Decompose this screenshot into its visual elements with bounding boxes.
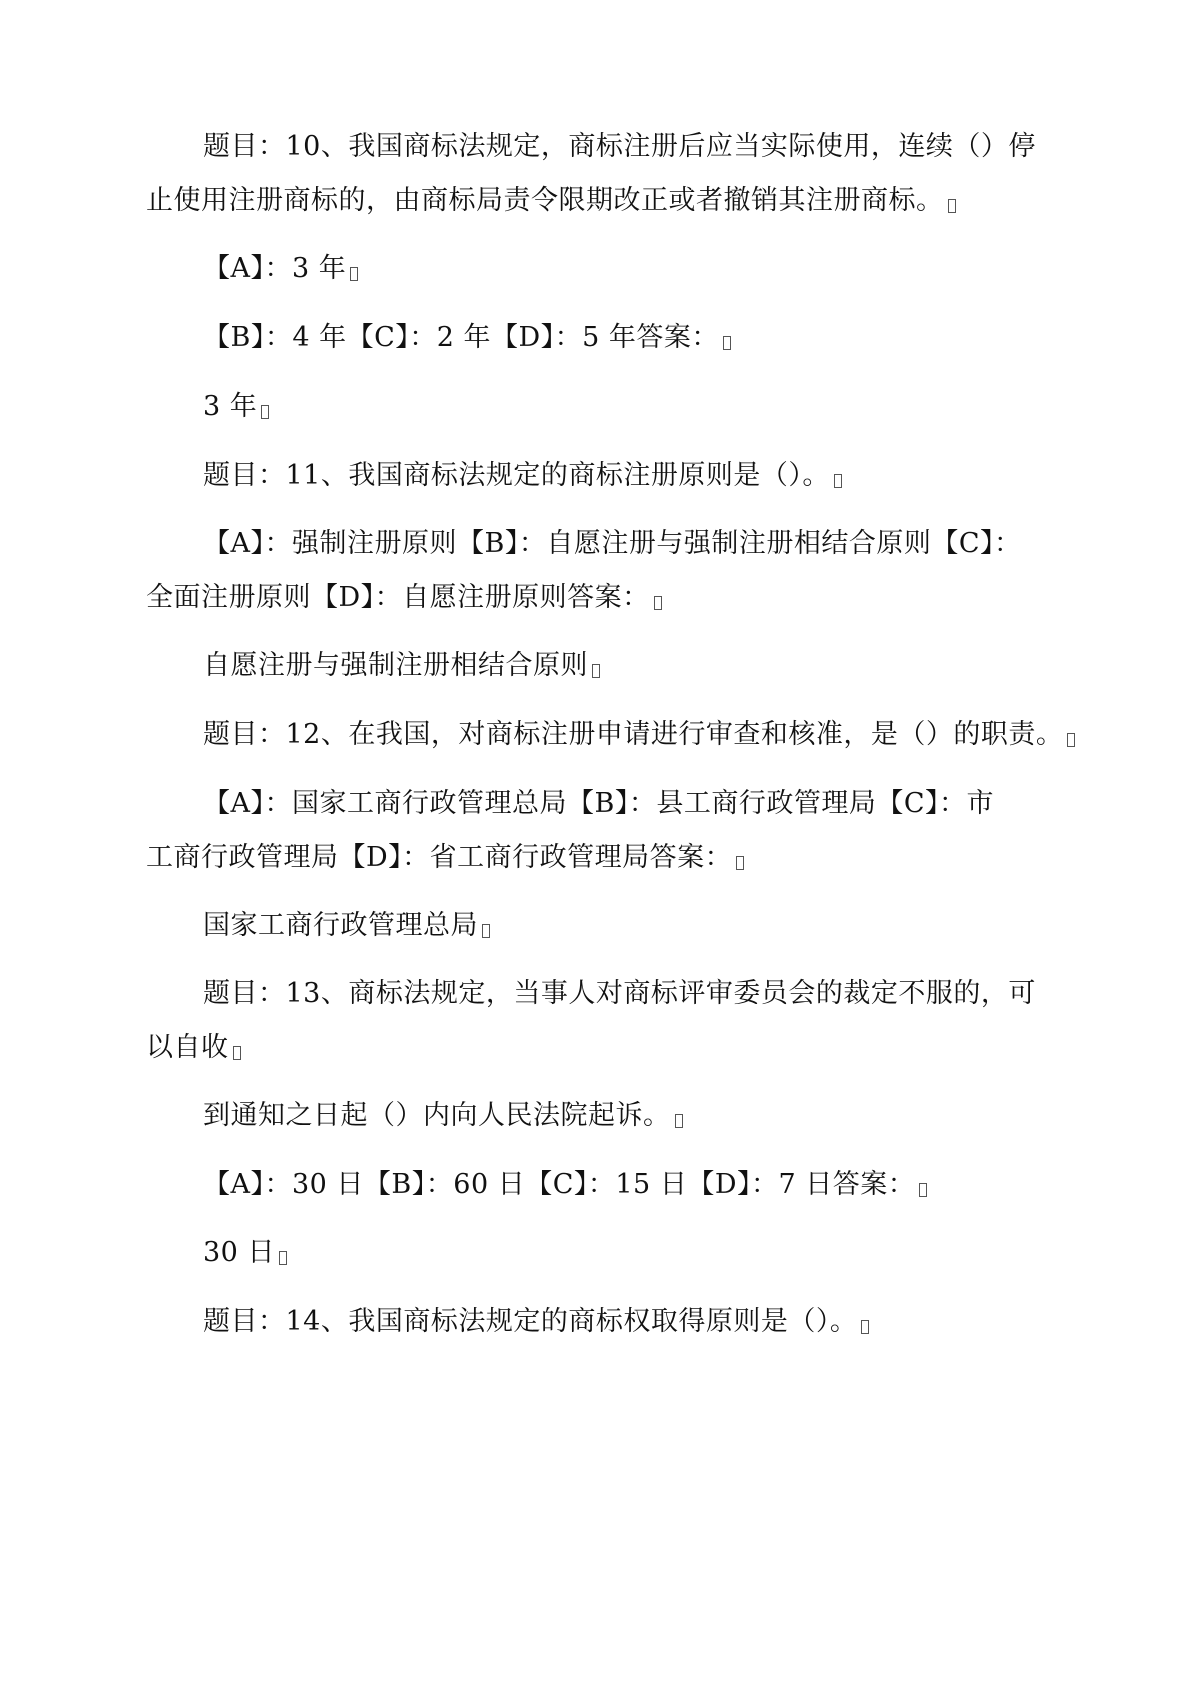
paragraph-mark-icon (350, 267, 358, 281)
paragraph-mark-icon (919, 1183, 927, 1197)
paragraph-mark-icon (948, 199, 956, 213)
question-10-option-a (203, 249, 358, 289)
text: 工商行政管理局【D】：省工商行政管理局答案： (146, 842, 733, 873)
text: 【A】：3 年 (203, 253, 347, 284)
text: 全面注册原则【D】：自愿注册原则答案： (146, 582, 650, 613)
text: 题目：12、在我国，对商标注册申请进行审查和核准，是（）的职责。 (203, 719, 1064, 750)
text: 30 日 (203, 1237, 275, 1268)
question-13-line-1 (203, 974, 1036, 1014)
question-10-answer (203, 387, 269, 427)
text: 题目：11、我国商标法规定的商标注册原则是（）。 (203, 460, 830, 491)
paragraph-mark-icon (482, 924, 490, 938)
text: 【A】：30 日【B】：60 日【C】：15 日【D】：7 日答案： (203, 1169, 916, 1200)
text: 【A】：强制注册原则【B】：自愿注册与强制注册相结合原则【C】： (203, 528, 1022, 559)
paragraph-mark-icon (1067, 733, 1075, 747)
text: 题目：10、我国商标法规定，商标注册后应当实际使用，连续（）停 (203, 131, 1036, 162)
question-11-answer (203, 646, 600, 686)
question-10-options-bcd (203, 318, 731, 358)
question-10-line-1 (203, 127, 1036, 167)
question-10-line-2 (146, 181, 956, 221)
text: 【A】：国家工商行政管理总局【B】：县工商行政管理局【C】：市 (203, 788, 994, 819)
question-13-line-3 (203, 1096, 683, 1136)
text: 题目：13、商标法规定，当事人对商标评审委员会的裁定不服的，可 (203, 978, 1036, 1009)
paragraph-mark-icon (261, 405, 269, 419)
text: 国家工商行政管理总局 (203, 910, 478, 941)
text: 题目：14、我国商标法规定的商标权取得原则是（）。 (203, 1306, 858, 1337)
text: 【B】：4 年【C】：2 年【D】：5 年答案： (203, 322, 719, 353)
question-14-line-1 (203, 1302, 869, 1342)
question-13-line-2 (146, 1028, 241, 1068)
text: 止使用注册商标的，由商标局责令限期改正或者撤销其注册商标。 (146, 185, 944, 216)
text: 3 年 (203, 391, 258, 422)
question-13-options (203, 1165, 927, 1205)
question-12-options-line-1 (203, 784, 994, 824)
paragraph-mark-icon (834, 474, 842, 488)
question-12-line-1 (203, 715, 1075, 755)
paragraph-mark-icon (723, 336, 731, 350)
question-11-line-1 (203, 456, 842, 496)
question-13-answer (203, 1233, 287, 1273)
question-11-options-line-2 (146, 578, 662, 618)
paragraph-mark-icon (675, 1114, 683, 1128)
question-12-answer (203, 906, 490, 946)
paragraph-mark-icon (592, 664, 600, 678)
text: 到通知之日起（）内向人民法院起诉。 (203, 1100, 671, 1131)
text: 自愿注册与强制注册相结合原则 (203, 650, 588, 681)
paragraph-mark-icon (861, 1320, 869, 1334)
question-12-options-line-2 (146, 838, 744, 878)
paragraph-mark-icon (233, 1046, 241, 1060)
paragraph-mark-icon (279, 1251, 287, 1265)
paragraph-mark-icon (736, 856, 744, 870)
question-11-options-line-1 (203, 524, 1022, 564)
text: 以自收 (146, 1032, 229, 1063)
paragraph-mark-icon (654, 596, 662, 610)
